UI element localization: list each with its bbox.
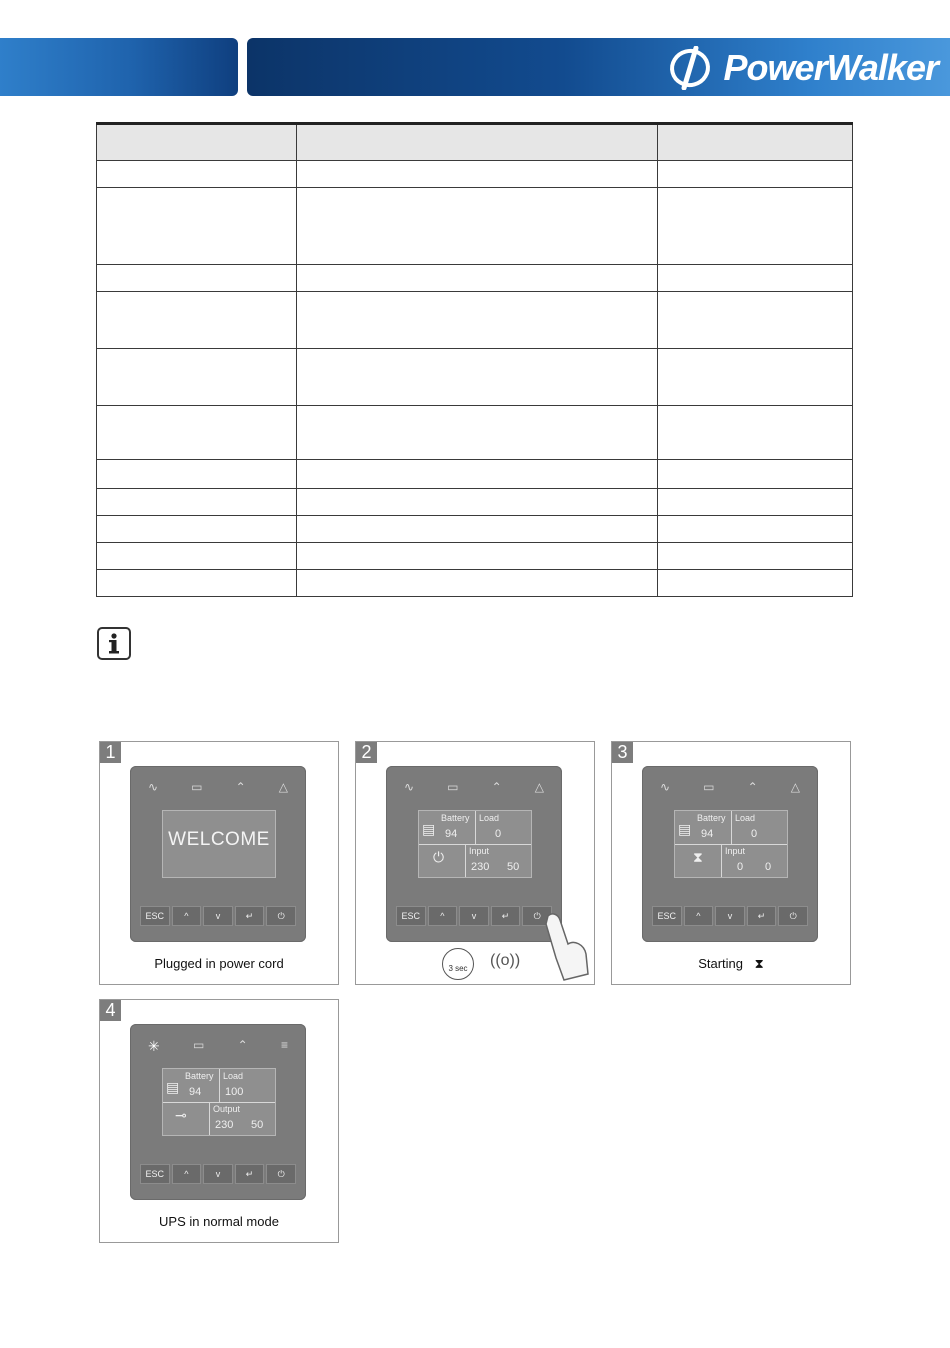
table-row xyxy=(97,406,853,460)
table-cell xyxy=(297,265,658,292)
down-button[interactable]: v xyxy=(715,906,745,926)
enter-button[interactable]: ↵ xyxy=(747,906,777,926)
hourglass-icon: ⧗ xyxy=(693,849,703,865)
beep-sound-icon: ((o)) xyxy=(490,952,521,969)
table-cell xyxy=(97,349,297,406)
enter-button[interactable]: ↵ xyxy=(235,1164,265,1184)
step-panel-2 xyxy=(355,741,595,985)
status-led-row xyxy=(148,780,288,796)
up-button[interactable]: ^ xyxy=(428,906,458,926)
up-button[interactable]: ^ xyxy=(684,906,714,926)
powerwalker-logo-icon xyxy=(666,46,718,90)
ac-mode-icon: ∿ xyxy=(660,780,671,794)
load-label: Load xyxy=(479,813,500,823)
load-label: Load xyxy=(223,1071,244,1081)
battery-value: 94 xyxy=(445,828,458,840)
fault-icon: △ xyxy=(790,780,800,794)
ups-display-panel xyxy=(130,766,306,942)
esc-button[interactable]: ESC xyxy=(396,906,426,926)
battery-gauge-icon: ▤ xyxy=(166,1079,180,1095)
power-button[interactable]: ⏻ xyxy=(266,906,296,926)
ac-mode-icon: ∿ xyxy=(404,780,415,794)
hourglass-icon: ⧗ xyxy=(754,956,764,971)
info-icon xyxy=(97,627,131,660)
battery-label: Battery xyxy=(441,813,470,823)
load-value: 0 xyxy=(751,828,758,840)
table-cell xyxy=(297,188,658,265)
power-button[interactable]: ⏻ xyxy=(266,1164,296,1184)
lcd-screen xyxy=(162,1068,276,1136)
table-cell xyxy=(297,570,658,597)
ups-display-panel xyxy=(386,766,562,942)
table-row xyxy=(97,161,853,188)
battery-gauge-icon: ▤ xyxy=(422,821,436,837)
power-button[interactable]: ⏻ xyxy=(778,906,808,926)
fault-icon: △ xyxy=(534,780,544,794)
step-caption-row xyxy=(612,956,850,972)
ac-mode-led-lit-icon: ✳ xyxy=(148,1038,160,1054)
input-voltage: 230 xyxy=(471,861,490,873)
table-cell xyxy=(658,161,853,188)
header-banner xyxy=(247,38,950,96)
table-cell xyxy=(97,489,297,516)
button-row xyxy=(396,906,552,926)
battery-mode-icon: ▭ xyxy=(193,1038,205,1052)
step-panel-4 xyxy=(99,999,339,1243)
table-cell xyxy=(297,543,658,570)
ups-display-panel xyxy=(642,766,818,942)
down-button[interactable]: v xyxy=(203,1164,233,1184)
table-cell xyxy=(97,543,297,570)
step-number: 2 xyxy=(356,742,377,763)
bypass-mode-icon: ⌃ xyxy=(491,780,502,794)
battery-label: Battery xyxy=(697,813,726,823)
table-header-cell xyxy=(297,124,658,161)
table-row xyxy=(97,570,853,597)
load-label: Load xyxy=(735,813,756,823)
table-cell xyxy=(658,188,853,265)
step-number: 4 xyxy=(100,1000,121,1021)
power-button[interactable]: ⏻ xyxy=(522,906,552,926)
bypass-mode-icon: ⌃ xyxy=(747,780,758,794)
load-value: 100 xyxy=(225,1086,244,1098)
table-header-row xyxy=(97,124,853,161)
battery-gauge-icon: ▤ xyxy=(678,821,692,837)
button-row xyxy=(140,1164,296,1184)
table-cell xyxy=(97,188,297,265)
finger-press-icon xyxy=(542,910,592,982)
table-cell xyxy=(97,570,297,597)
step-panel-1 xyxy=(99,741,339,985)
battery-value: 94 xyxy=(189,1086,202,1098)
button-row xyxy=(652,906,808,926)
input-label: Input xyxy=(469,846,490,856)
output-voltage: 230 xyxy=(215,1119,234,1131)
input-frequency: 50 xyxy=(507,861,520,873)
table-header-cell xyxy=(97,124,297,161)
table-cell xyxy=(97,406,297,460)
table-cell xyxy=(658,570,853,597)
up-button[interactable]: ^ xyxy=(172,906,202,926)
table-cell xyxy=(297,489,658,516)
table-cell xyxy=(97,516,297,543)
table-cell xyxy=(658,516,853,543)
output-frequency: 50 xyxy=(251,1119,264,1131)
down-button[interactable]: v xyxy=(203,906,233,926)
status-led-row xyxy=(148,1038,288,1054)
hold-time-label: 3 sec xyxy=(448,964,468,973)
battery-label: Battery xyxy=(185,1071,214,1081)
table-cell xyxy=(658,292,853,349)
table-cell xyxy=(297,349,658,406)
header-banner-left xyxy=(0,38,238,96)
table-cell xyxy=(97,460,297,489)
battery-mode-icon: ▭ xyxy=(191,780,203,794)
bypass-mode-icon: ⌃ xyxy=(237,1038,248,1052)
esc-button[interactable]: ESC xyxy=(140,1164,170,1184)
table-row xyxy=(97,292,853,349)
ups-display-panel xyxy=(130,1024,306,1200)
esc-button[interactable]: ESC xyxy=(652,906,682,926)
step-caption: Plugged in power cord xyxy=(154,956,284,971)
table-row xyxy=(97,349,853,406)
status-led-row xyxy=(404,780,544,796)
step-panel-3 xyxy=(611,741,851,985)
table-cell xyxy=(658,406,853,460)
battery-mode-icon: ▭ xyxy=(447,780,459,794)
table-cell xyxy=(297,161,658,188)
table-row xyxy=(97,516,853,543)
plug-icon: ⊸ xyxy=(175,1107,187,1123)
brand-logo xyxy=(666,46,938,90)
lcd-screen xyxy=(674,810,788,878)
table-row xyxy=(97,543,853,570)
table-cell xyxy=(97,265,297,292)
table-cell xyxy=(97,161,297,188)
table-row xyxy=(97,489,853,516)
step-number: 3 xyxy=(612,742,633,763)
input-frequency: 0 xyxy=(765,861,772,873)
enter-button[interactable]: ↵ xyxy=(235,906,265,926)
lcd-screen xyxy=(418,810,532,878)
table-cell xyxy=(297,406,658,460)
input-voltage: 0 xyxy=(737,861,744,873)
step-caption: UPS in normal mode xyxy=(159,1214,279,1229)
table-cell xyxy=(658,265,853,292)
spec-table xyxy=(96,122,853,597)
enter-button[interactable]: ↵ xyxy=(491,906,521,926)
fault-icon: △ xyxy=(278,780,288,794)
step-number: 1 xyxy=(100,742,121,763)
welcome-text: WELCOME xyxy=(168,829,270,850)
battery-mode-icon: ▭ xyxy=(703,780,715,794)
table-cell xyxy=(658,349,853,406)
hold-timer-icon xyxy=(442,948,474,980)
standby-power-icon: ⏻ xyxy=(433,849,445,865)
table-row xyxy=(97,460,853,489)
down-button[interactable]: v xyxy=(459,906,489,926)
table-cell xyxy=(297,292,658,349)
table-header-cell xyxy=(658,124,853,161)
table-row xyxy=(97,265,853,292)
output-label: Output xyxy=(213,1104,241,1114)
lcd-screen xyxy=(162,810,276,878)
table-cell xyxy=(297,460,658,489)
button-row xyxy=(140,906,296,926)
bypass-mode-icon: ⌃ xyxy=(235,780,246,794)
table-cell xyxy=(297,516,658,543)
table-cell xyxy=(658,460,853,489)
load-value: 0 xyxy=(495,828,502,840)
step-caption: Starting xyxy=(698,956,744,971)
table-cell xyxy=(658,543,853,570)
fault-icon: ≡ xyxy=(280,1038,288,1052)
status-led-row xyxy=(660,780,800,796)
brand-name: PowerWalker xyxy=(723,47,938,88)
up-button[interactable]: ^ xyxy=(172,1164,202,1184)
esc-button[interactable]: ESC xyxy=(140,906,170,926)
input-label: Input xyxy=(725,846,746,856)
table-cell xyxy=(97,292,297,349)
table-cell xyxy=(658,489,853,516)
battery-value: 94 xyxy=(701,828,714,840)
table-row xyxy=(97,188,853,265)
ac-mode-icon: ∿ xyxy=(148,780,159,794)
